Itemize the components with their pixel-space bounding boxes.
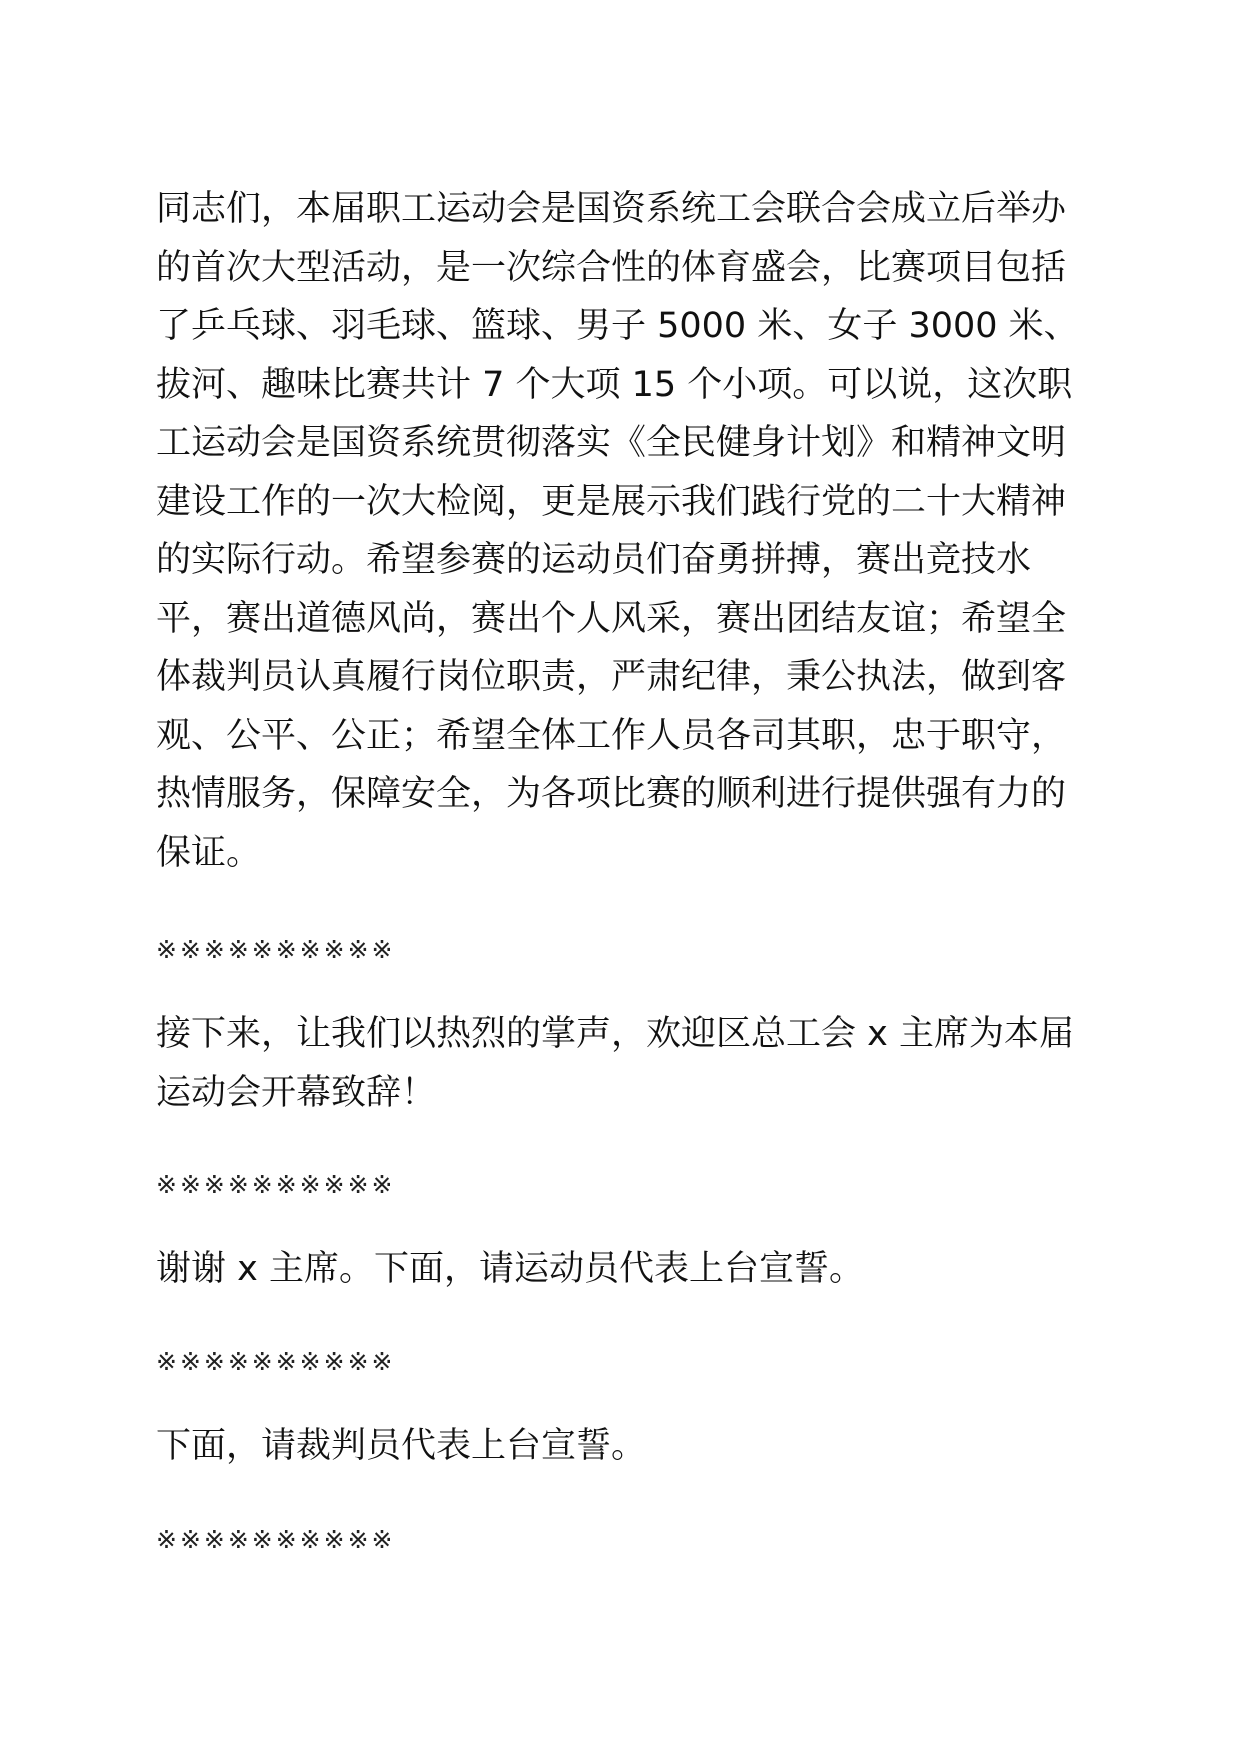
section-separator: ※※※※※※※※※※ xyxy=(156,1525,396,1554)
paragraph-referee-oath: 下面，请裁判员代表上台宣誓。 xyxy=(156,1426,647,1466)
paragraph-opening-remarks: 同志们，本届职工运动会是国资系统工会联合会成立后举办的首次大型活动，是一次综合性的体育盛会，比赛项目包括了乒乓球、羽毛球、篮球、男子 5000 米、女子 3000 米、拔河、趣味比赛共计 7 个大项 15 个小项。可以说，这次职工运动会是国资系统贯彻落实《全民健身计划》和精神文明建设工作的一次大检阅，更是展示我们践行党的二十大精神的实际行动。希望参赛的运动员们奋勇拼搏，赛出竞技水平，赛出道德风尚，赛出个人风采，赛出团结友谊；希望全体裁判员认真履行岗位职责，严肃纪律，秉公执法，做到客观、公平、公正；希望全体工作人员各司其职，忠于职守，热情服务，保障安全，为各项比赛的顺利进行提供强有力的保证。 xyxy=(156,189,1079,873)
section-separator: ※※※※※※※※※※ xyxy=(156,935,396,964)
section-separator: ※※※※※※※※※※ xyxy=(156,1170,396,1199)
section-separator: ※※※※※※※※※※ xyxy=(156,1347,396,1376)
paragraph-welcome-chairman: 接下来，让我们以热烈的掌声，欢迎区总工会 x 主席为本届运动会开幕致辞！ xyxy=(156,1014,1074,1113)
paragraph-athlete-oath: 谢谢 x 主席。下面，请运动员代表上台宣誓。 xyxy=(156,1249,864,1289)
